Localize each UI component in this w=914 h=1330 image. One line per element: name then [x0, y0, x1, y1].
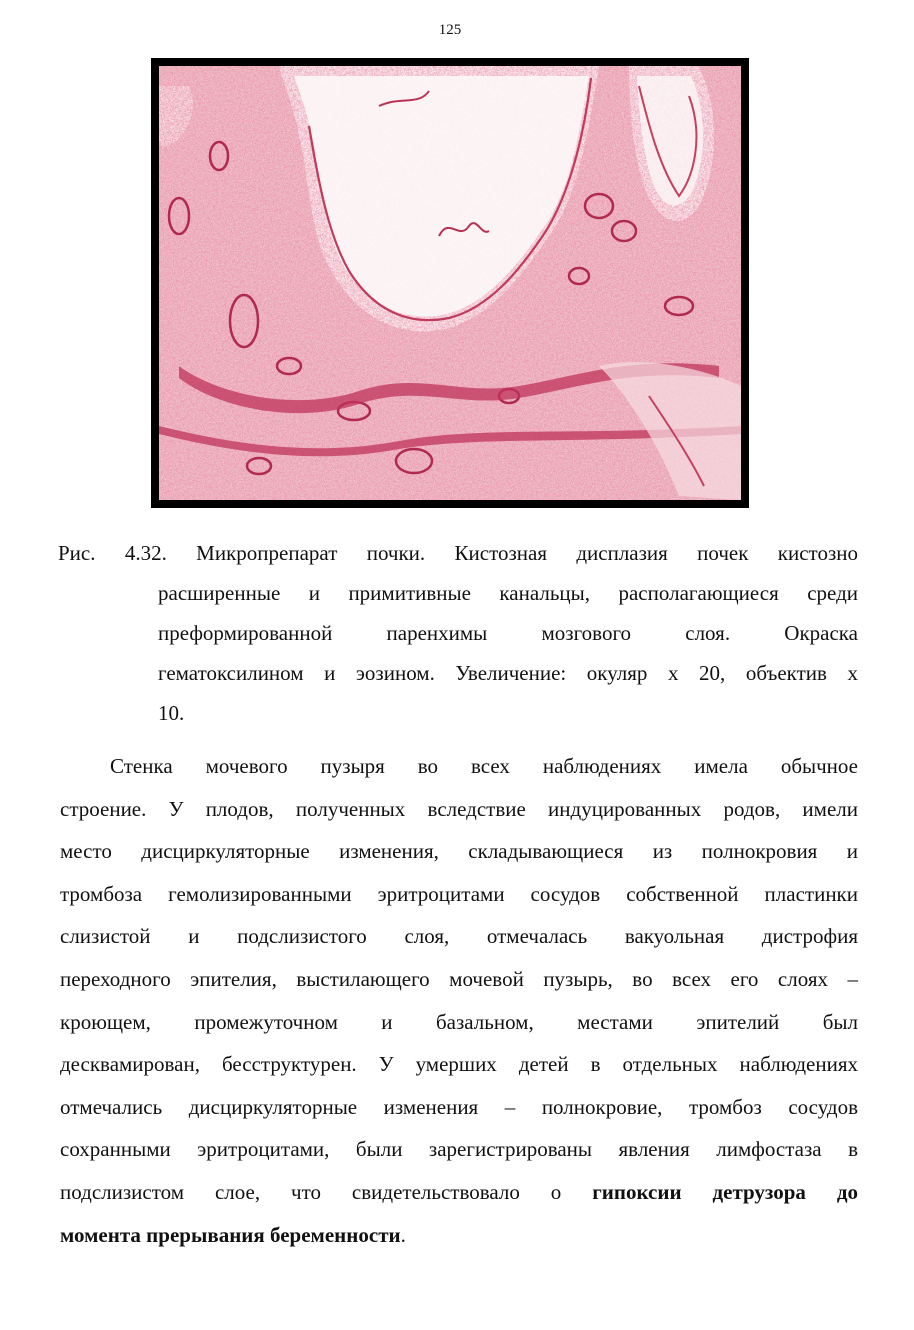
text-fragment: . — [400, 1222, 406, 1247]
text-line: десквамирован, бесструктурен. У умерших детей в отдельных наблюдениях — [60, 1052, 858, 1077]
text-fragment: подслизистом слое, что свидетельствовало о — [60, 1179, 593, 1204]
figure-caption — [58, 533, 858, 733]
text-line — [60, 1171, 858, 1214]
text-line — [60, 1214, 858, 1257]
figure-micrograph — [151, 58, 749, 508]
emphasis-text: момента прерывания беременности — [60, 1222, 401, 1247]
emphasis-text: гипоксии детрузора до — [592, 1179, 858, 1204]
text-line: сохранными эритроцитами, были зарегистрированы явления лимфостаза в — [60, 1137, 858, 1162]
body-paragraph — [60, 745, 858, 1256]
caption-line: Рис. 4.32. Микропрепарат почки. Кистозная дисплазия почек кистозно — [58, 541, 858, 565]
caption-line: преформированной паренхимы мозгового слоя. Окраска — [158, 621, 858, 645]
text-line: переходного эпителия, выстилающего мочевой пузырь, во всех его слоях – — [60, 966, 858, 991]
micrograph-image — [159, 66, 741, 500]
text-line: кроющем, промежуточном и базальном, местами эпителий был — [60, 1009, 858, 1034]
page-number: 125 — [438, 22, 462, 38]
text-line: место дисциркуляторные изменения, складывающиеся из полнокровия и — [60, 839, 858, 864]
text-line: слизистой и подслизистого слоя, отмечалась вакуольная дистрофия — [60, 924, 858, 949]
caption-line: 10. — [158, 701, 185, 725]
text-line: Стенка мочевого пузыря во всех наблюдениях имела обычное — [110, 754, 858, 778]
text-line: тромбоза гемолизированными эритроцитами сосудов собственной пластинки — [60, 881, 858, 906]
caption-line: гематоксилином и эозином. Увеличение: окуляр х 20, объектив х — [158, 661, 858, 685]
caption-line: расширенные и примитивные канальцы, располагающиеся среди — [158, 581, 858, 605]
text-line: строение. У плодов, полученных вследствие индуцированных родов, имели — [60, 796, 858, 821]
text-line: отмечались дисциркуляторные изменения – полнокровие, тромбоз сосудов — [60, 1094, 858, 1119]
